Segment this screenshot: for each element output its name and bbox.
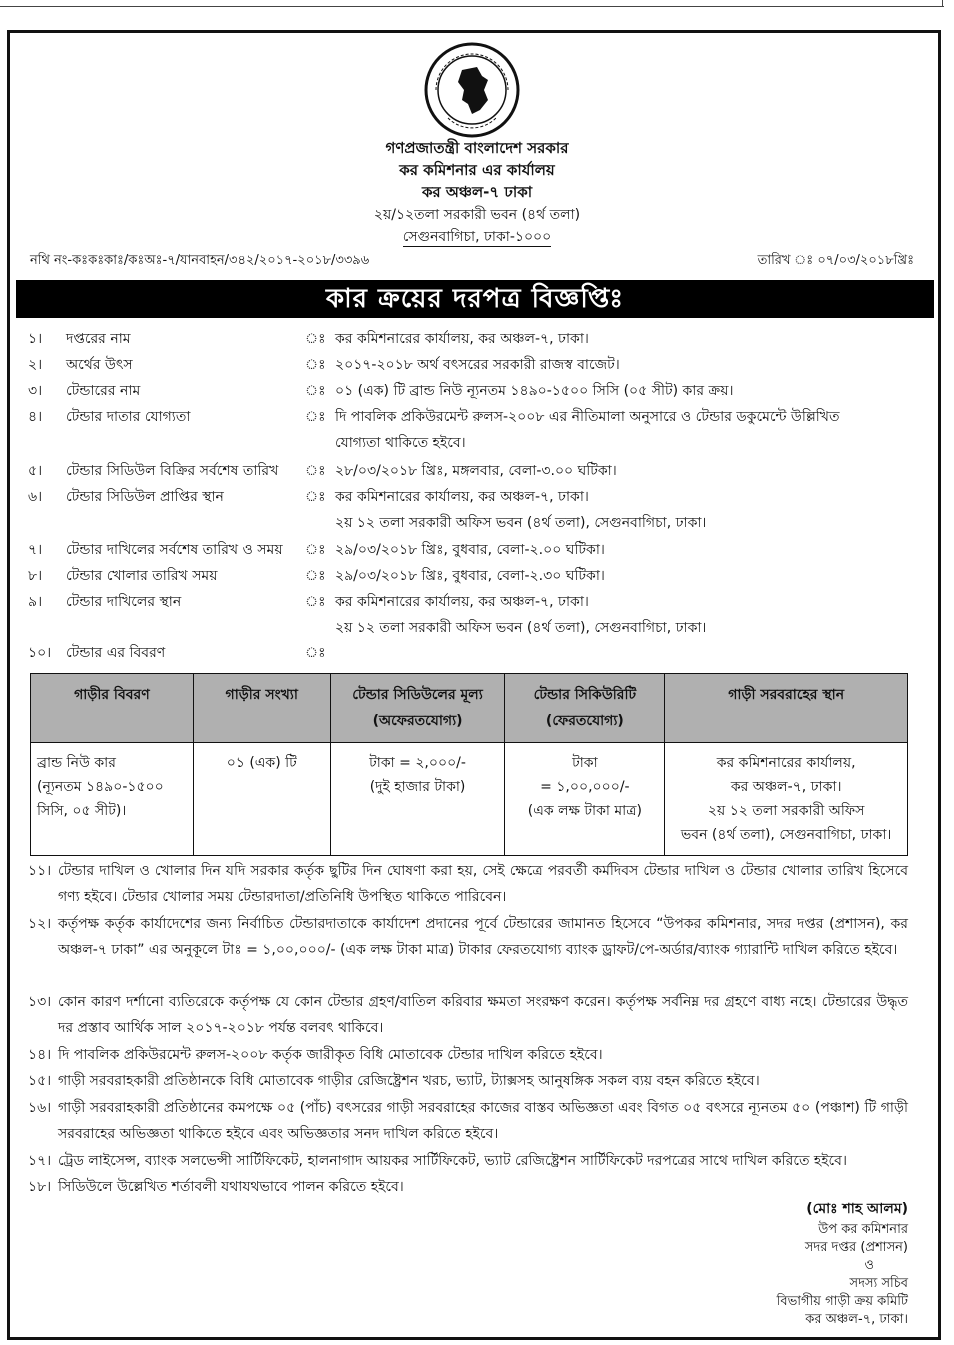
item-label: টেন্ডার এর বিবরণ (66, 645, 166, 661)
condition-paragraph (28, 1148, 908, 1174)
item-label: টেন্ডার দাখিলের সর্বশেষ তারিখ ও সময় (66, 542, 283, 558)
notice-date: তারিখ ঃ ০৭/০৩/২০১৮খ্রিঃ (757, 253, 914, 268)
item-label: অর্থের উৎস (66, 357, 133, 373)
signatory-designation: উপ কর কমিশনার (818, 1222, 908, 1237)
item-value: কর কমিশনারের কার্যালয়, কর অঞ্চল-৭, ঢাকা। (335, 331, 589, 347)
item-colon: ঃ (305, 489, 326, 505)
signatory-conjunction: ও (864, 1258, 874, 1273)
item-colon: ঃ (305, 542, 326, 558)
item-label: টেন্ডারের নাম (66, 383, 141, 399)
condition-paragraph (28, 1174, 908, 1200)
header-address: সেগুনবাগিচা, ঢাকা-১০০০ (402, 229, 552, 245)
column-header: গাড়ীর বিবরণ (31, 674, 194, 743)
paragraph-text: কর্তৃপক্ষ কর্তৃক কার্যাদেশের জন্য নির্বাচিত টেন্ডারদাতাকে কার্যাদেশ প্রদানের পূর্বে টেন্ডারের জামানত হিসেবে “উপকর কমিশনার, সদর দপ্তর (প্রশাসন), কর অঞ্চল-৭ ঢাকা” এর অনুকূলে টাঃ = ১,০০,০০০/- (এক লক্ষ টাকা মাত্র) টাকার ফেরতযোগ্য ব্যাংক ড্রাফট/পে-অর্ডার/ব্যাংক গ্যারান্টি দাখিল করিতে হইবে। (58, 916, 908, 958)
paragraph-number: ১১। (28, 863, 52, 879)
condition-paragraph (28, 1042, 908, 1068)
condition-paragraph (28, 1068, 908, 1094)
item-value: ২৮/০৩/২০১৮ খ্রিঃ, মঙ্গলবার, বেলা-৩.০০ ঘটিকা। (335, 463, 617, 479)
paragraph-number: ১৫। (28, 1073, 52, 1089)
item-value: কর কমিশনারের কার্যালয়, কর অঞ্চল-৭, ঢাকা। (335, 489, 589, 505)
item-number: ২। (28, 357, 43, 373)
signatory-zone: কর অঞ্চল-৭, ঢাকা। (805, 1312, 908, 1327)
item-number: ৭। (28, 542, 43, 558)
header-office: কর কমিশনার এর কার্যালয় (399, 161, 555, 179)
item-number: ৪। (28, 409, 43, 425)
header-building: ২য়/১২তলা সরকারী ভবন (৪র্থ তলা) (373, 207, 581, 223)
paragraph-number: ১৮। (28, 1179, 52, 1195)
item-label: টেন্ডার দাখিলের স্থান (66, 594, 182, 610)
item-value: ২০১৭-২০১৮ অর্থ বৎসরের সরকারী রাজস্ব বাজেট। (335, 357, 620, 373)
item-number: ৬। (28, 489, 43, 505)
item-colon: ঃ (305, 409, 326, 425)
cell-delivery-location: কর কমিশনারের কার্যালয়, কর অঞ্চল-৭, ঢাকা। ২য় ১২ তলা সরকারী অফিস ভবন (৪র্থ তলা), সেগুনবাগিচা, ঢাকা। (665, 743, 908, 856)
item-label: দপ্তরের নাম (66, 331, 131, 347)
item-colon: ঃ (305, 357, 326, 373)
cell-description: ব্রান্ড নিউ কার (ন্যূনতম ১৪৯০-১৫০০ সিসি, ০৫ সীট)। (31, 743, 194, 856)
item-value-continued: যোগ্যতা থাকিতে হইবে। (335, 435, 466, 451)
signatory-office: সদর দপ্তর (প্রশাসন) (804, 1240, 908, 1255)
item-value: ২৯/০৩/২০১৮ খ্রিঃ, বুধবার, বেলা-২.৩০ ঘটিকা। (335, 568, 605, 584)
item-label: টেন্ডার খোলার তারিখ সময় (66, 568, 218, 584)
item-number: ৯। (28, 594, 43, 610)
column-header: গাড়ীর সংখ্যা (193, 674, 330, 743)
item-number: ৩। (28, 383, 43, 399)
item-value: ০১ (এক) টি ব্রান্ড নিউ ন্যূনতম ১৪৯০-১৫০০ সিসি (০৫ সীট) কার ক্রয়। (335, 383, 734, 399)
item-value-continued: ২য় ১২ তলা সরকারী অফিস ভবন (৪র্থ তলা), সেগুনবাগিচা, ঢাকা। (335, 620, 707, 636)
notice-title: কার ক্রয়ের দরপত্র বিজ্ঞপ্তিঃ (16, 280, 934, 318)
item-value: দি পাবলিক প্রকিউরমেন্ট রুলস-২০০৮ এর নীতিমালা অনুসারে ও টেন্ডার ডকুমেন্টে উল্লিখিত (335, 409, 840, 425)
paragraph-text: দি পাবলিক প্রকিউরমেন্ট রুলস-২০০৮ কর্তৃক জারীকৃত বিধি মোতাবেক টেন্ডার দাখিল করিতে হইবে। (58, 1047, 603, 1063)
condition-paragraph (28, 1095, 908, 1147)
paragraph-number: ১৪। (28, 1047, 52, 1063)
condition-paragraph (28, 911, 908, 963)
item-value: ২৯/০৩/২০১৮ খ্রিঃ, বুধবার, বেলা-২.০০ ঘটিকা। (335, 542, 605, 558)
item-number: ৫। (28, 463, 43, 479)
item-value-continued: ২য় ১২ তলা সরকারী অফিস ভবন (৪র্থ তলা), সেগুনবাগিচা, ঢাকা। (335, 515, 707, 531)
cell-quantity: ০১ (এক) টি (193, 743, 330, 856)
paragraph-number: ১৩। (28, 994, 52, 1010)
column-header: টেন্ডার সিডিউলের মূল্য (অফেরতযোগ্য) (330, 674, 505, 743)
signatory-role: সদস্য সচিব (849, 1276, 908, 1291)
item-label: টেন্ডার সিডিউল বিক্রির সর্বশেষ তারিখ (66, 463, 279, 479)
item-value: কর কমিশনারের কার্যালয়, কর অঞ্চল-৭, ঢাকা। (335, 594, 589, 610)
paragraph-text: গাড়ী সরবরাহকারী প্রতিষ্ঠানকে বিধি মোতাবেক গাড়ীর রেজিষ্ট্রেশন খরচ, ভ্যাট, ট্যাক্সসহ আনুষঙ্গিক সকল ব্যয় বহন করিতে হইবে। (58, 1073, 760, 1089)
table-row (31, 743, 908, 856)
header-government: গণপ্রজাতন্ত্রী বাংলাদেশ সরকার (385, 139, 569, 157)
item-colon: ঃ (305, 331, 326, 347)
memo-number: নথি নং-কঃকঃকাঃ/কঃঅঃ-৭/যানবাহন/৩৪২/২০১৭-২০১৮/৩৩৯৬ (30, 253, 370, 268)
item-number: ১০। (28, 645, 52, 661)
cell-schedule-price: টাকা = ২,০০০/- (দুই হাজার টাকা) (330, 743, 505, 856)
item-colon: ঃ (305, 594, 326, 610)
condition-paragraph (28, 858, 908, 910)
item-colon: ঃ (305, 383, 326, 399)
table-header-row (31, 674, 908, 743)
paragraph-number: ১৬। (28, 1100, 52, 1116)
government-seal-icon (422, 40, 522, 140)
item-label: টেন্ডার দাতার যোগ্যতা (66, 409, 191, 425)
tender-details-table (30, 673, 908, 856)
item-number: ৮। (28, 568, 43, 584)
paragraph-number: ১৭। (28, 1153, 52, 1169)
column-header: টেন্ডার সিকিউরিটি (ফেরতযোগ্য) (505, 674, 665, 743)
signatory-name: (মোঃ শাহ আলম) (806, 1201, 908, 1217)
top-border-line (0, 6, 944, 7)
column-header: গাড়ী সরবরাহের স্থান (665, 674, 908, 743)
item-label: টেন্ডার সিডিউল প্রাপ্তির স্থান (66, 489, 224, 505)
paragraph-text: গাড়ী সরবরাহকারী প্রতিষ্ঠানের কমপক্ষে ০৫ (পাঁচ) বৎসরের গাড়ী সরবরাহের কাজের বাস্তব অভিজ্ঞতা এবং বিগত ০৫ বৎসরে ন্যূনতম ৫০ (পঞ্চাশ) টি গাড়ী সরবরাহের অভিজ্ঞতা থাকিতে হইবে এবং অভিজ্ঞতার সনদ দাখিল করিতে হইবে। (58, 1100, 908, 1142)
paragraph-text: কোন কারণ দর্শানো ব্যতিরেকে কর্তৃপক্ষ যে কোন টেন্ডার গ্রহণ/বাতিল করিবার ক্ষমতা সংরক্ষণ করেন। কর্তৃপক্ষ সর্বনিম্ন দর গ্রহণে বাধ্য নহে। টেন্ডারের উদ্ধৃত দর প্রস্তাব আর্থিক সাল ২০১৭-২০১৮ পর্যন্ত বলবৎ থাকিবে। (58, 994, 908, 1036)
paragraph-number: ১২। (28, 916, 52, 932)
item-colon: ঃ (305, 645, 326, 661)
item-number: ১। (28, 331, 43, 347)
item-colon: ঃ (305, 463, 326, 479)
item-colon: ঃ (305, 568, 326, 584)
header-zone: কর অঞ্চল-৭ ঢাকা (421, 183, 533, 201)
cell-security: টাকা = ১,০০,০০০/- (এক লক্ষ টাকা মাত্র) (505, 743, 665, 856)
paragraph-text: ট্রেড লাইসেন্স, ব্যাংক সলভেন্সী সার্টিফিকেট, হালনাগাদ আয়কর সার্টিফিকেট, ভ্যাট রেজিষ্ট্রেশন সার্টিফিকেট দরপত্রের সাথে দাখিল করিতে হইবে। (58, 1153, 847, 1169)
paragraph-text: টেন্ডার দাখিল ও খোলার দিন যদি সরকার কর্তৃক ছুটির দিন ঘোষণা করা হয়, সেই ক্ষেত্রে পরবর্তী কর্মদিবস টেন্ডার দাখিল ও টেন্ডার খোলার তারিখ হিসেবে গণ্য হইবে। টেন্ডার খোলার সময় টেন্ডারদাতা/প্রতিনিধি উপস্থিত থাকিতে পারিবেন। (58, 863, 908, 905)
top-border-corner (942, 0, 943, 7)
paragraph-text: সিডিউলে উল্লেখিত শর্তাবলী যথাযথভাবে পালন করিতে হইবে। (58, 1179, 404, 1195)
signatory-committee: বিভাগীয় গাড়ী ক্রয় কমিটি (776, 1294, 908, 1309)
condition-paragraph (28, 989, 908, 1041)
